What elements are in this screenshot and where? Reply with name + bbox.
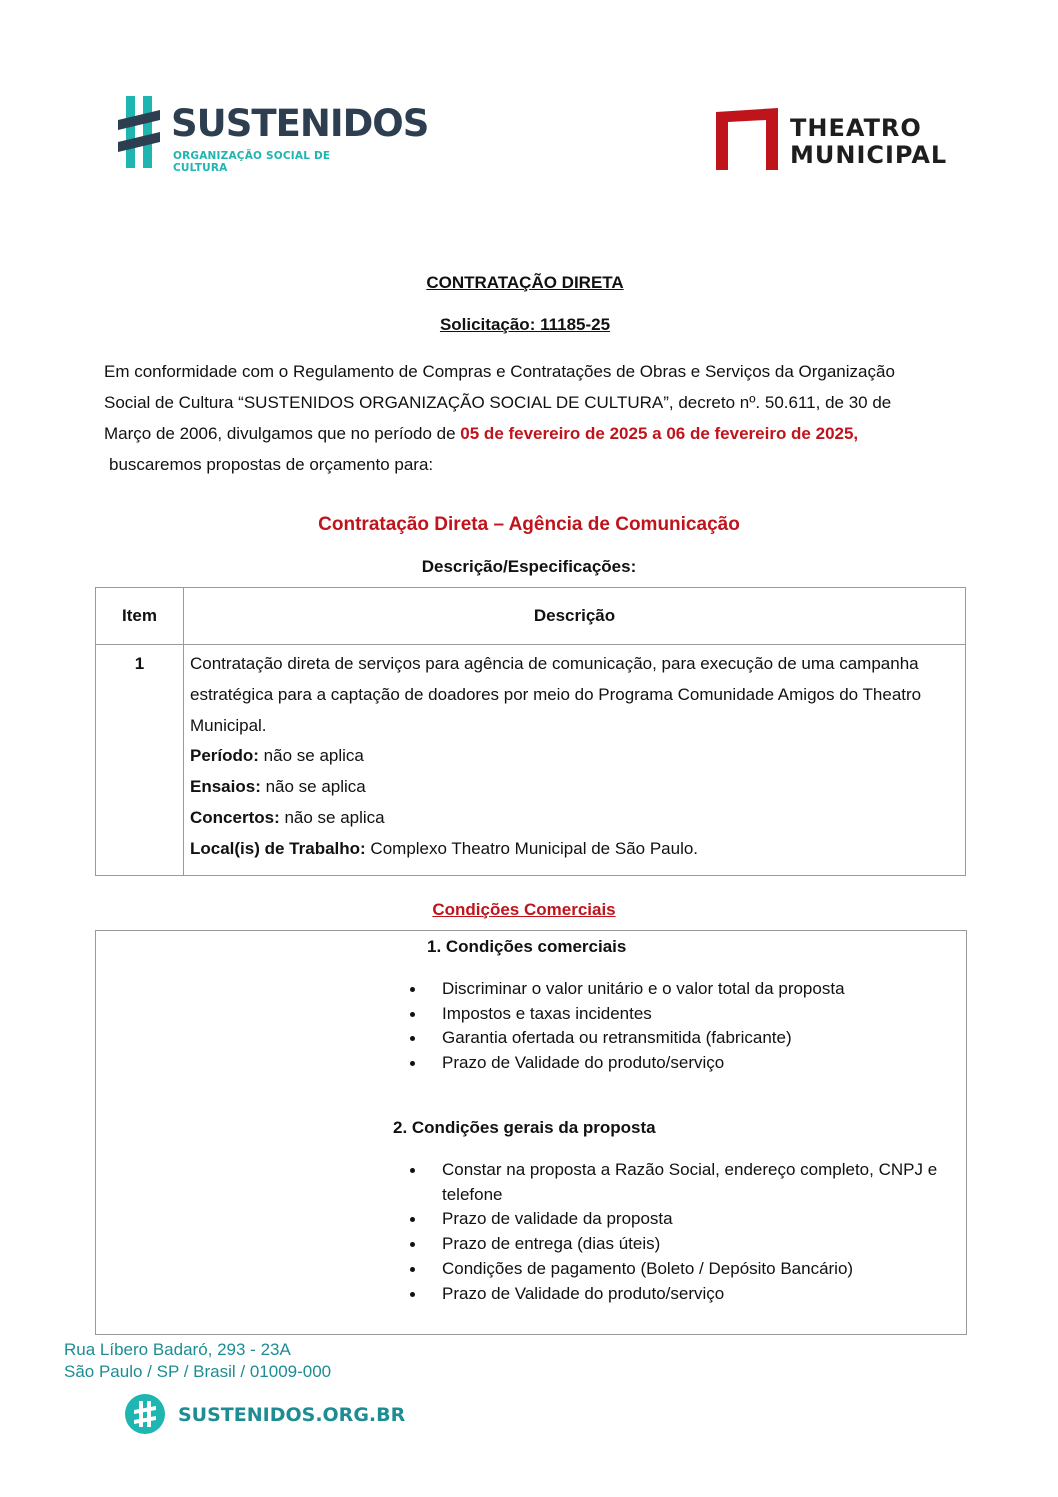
- address-line: Rua Líbero Badaró, 293 - 23A: [64, 1340, 291, 1359]
- intro-line: Social de Cultura “SUSTENIDOS ORGANIZAÇÃO SOCIAL DE CULTURA”, decreto nº. 50.611, de 30 de: [104, 393, 892, 412]
- list-item: Garantia ofertada ou retransmitida (fabricante): [410, 1026, 950, 1051]
- sustenidos-logo: [116, 94, 429, 174]
- hash-circle-icon: [124, 1393, 166, 1435]
- list-item: Prazo de Validade do produto/serviço: [410, 1282, 958, 1307]
- workplace-value: Complexo Theatro Municipal de São Paulo.: [365, 838, 699, 858]
- column-header-description: Descrição: [184, 588, 966, 645]
- list-item: Constar na proposta a Razão Social, endereço completo, CNPJ e telefone: [410, 1158, 958, 1207]
- address-line: São Paulo / SP / Brasil / 01009-000: [64, 1362, 332, 1381]
- footer-address: [64, 1339, 331, 1383]
- section2-title: 2. Condições gerais da proposta: [393, 1118, 656, 1137]
- period-row: [190, 741, 959, 772]
- concerts-label: Concertos:: [190, 807, 280, 827]
- list-item: Impostos e taxas incidentes: [410, 1002, 950, 1027]
- intro-period-highlight: 05 de fevereiro de 2025 a 06 de fevereiro de 2025,: [460, 424, 859, 443]
- period-label: Período:: [190, 746, 259, 766]
- list-item: Prazo de validade da proposta: [410, 1207, 958, 1232]
- footer-website-logo: [124, 1393, 406, 1435]
- list-item: Discriminar o valor unitário e o valor total da proposta: [410, 977, 950, 1002]
- section2-list: [410, 1158, 958, 1306]
- spec-heading: Descrição/Especificações:: [421, 557, 637, 576]
- municipal-word: MUNICIPAL: [790, 141, 948, 169]
- theatro-word: THEATRO: [790, 114, 922, 142]
- theatro-emblem-icon: [716, 108, 780, 174]
- sustenidos-wordmark: SUSTENIDOS: [171, 102, 429, 145]
- theatro-municipal-logo: [716, 108, 956, 174]
- section1-title: 1. Condições comerciais: [427, 937, 627, 956]
- commercial-conditions-heading: Condições Comerciais: [432, 900, 616, 919]
- rehearsals-value: não se aplica: [260, 777, 366, 797]
- section1-list: [410, 977, 950, 1076]
- concerts-value: não se aplica: [279, 807, 385, 827]
- list-item: Prazo de Validade do produto/serviço: [410, 1051, 950, 1076]
- request-number: Solicitação: 11185-25: [439, 315, 611, 334]
- contract-subject: Contratação Direta – Agência de Comunicação: [318, 514, 740, 535]
- sustenidos-tagline: ORGANIZAÇÃO SOCIAL DE CULTURA: [173, 150, 331, 174]
- intro-text: Março de 2006, divulgamos que no período de: [104, 424, 461, 443]
- document-title: CONTRATAÇÃO DIRETA: [426, 273, 624, 292]
- intro-paragraph: [104, 356, 964, 480]
- intro-line: Em conformidade com o Regulamento de Compras e Contratações de Obras e Serviços da Organização: [104, 362, 895, 381]
- item-description-cell: [184, 645, 966, 876]
- rehearsals-label: Ensaios:: [190, 777, 261, 797]
- table-row: [96, 645, 966, 876]
- period-value: não se aplica: [258, 746, 364, 766]
- workplace-label: Local(is) de Trabalho:: [190, 838, 366, 858]
- item-description: Contratação direta de serviços para agência de comunicação, para execução de uma campanha estratégica para a captação de doadores por meio do Programa Comunidade Amigos do Theatro Municipal.: [190, 654, 922, 735]
- column-header-item: Item: [96, 588, 184, 645]
- list-item: Condições de pagamento (Boleto / Depósito Bancário): [410, 1257, 958, 1282]
- table-header-row: [96, 588, 966, 645]
- rehearsals-row: [190, 772, 959, 803]
- conditions-box: [95, 930, 967, 1335]
- concerts-row: [190, 803, 959, 834]
- intro-line: [104, 418, 964, 449]
- item-number: 1: [96, 645, 184, 876]
- footer-website[interactable]: SUSTENIDOS.ORG.BR: [178, 1404, 406, 1426]
- workplace-row: [190, 834, 959, 865]
- specification-table: [95, 587, 966, 876]
- intro-line: buscaremos propostas de orçamento para:: [109, 455, 434, 474]
- list-item: Prazo de entrega (dias úteis): [410, 1232, 958, 1257]
